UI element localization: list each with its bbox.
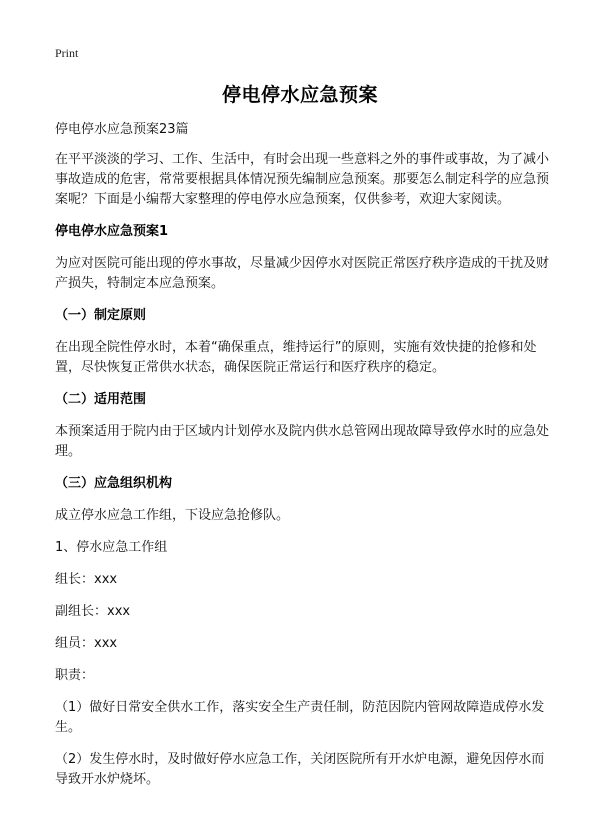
duty-item-1: （1）做好日常安全供水工作，落实安全生产责任制，防范因院内管网故障造成停水发生。 — [55, 700, 545, 735]
page-title: 停电停水应急预案 — [221, 84, 378, 106]
document-subtitle: 停电停水应急预案23篇 — [55, 122, 189, 137]
leader-line: 组长：xxx — [55, 572, 118, 587]
print-label: Print — [55, 46, 79, 60]
org-heading: （三）应急组织机构 — [55, 476, 173, 491]
vice-leader-line: 副组长：xxx — [55, 604, 131, 619]
duty-item-2: （2）发生停水时，及时做好停水应急工作，关闭医院所有开水炉电源，避免因停水而导致开水炉烧坏。 — [55, 752, 545, 787]
intro-paragraph: 在平平淡淡的学习、工作、生活中，有时会出现一些意料之外的事件或事故，为了减小事故造成的危害，常常要根据具体情况预先编制应急预案。那要怎么制定科学的应急预案呢？下面是小编帮大家整理的停电停水应急预案，仅供参考，欢迎大家阅读。 — [55, 152, 550, 207]
scope-paragraph: 本预案适用于院内由于区域内计划停水及院内供水总管网出现故障导致停水时的应急处理。 — [55, 424, 550, 459]
org-paragraph: 成立停水应急工作组，下设应急抢修队。 — [55, 508, 290, 523]
scope-heading: （二）适用范围 — [55, 392, 147, 407]
document-body — [55, 120, 555, 802]
members-line: 组员：xxx — [55, 636, 118, 651]
duties-label: 职责： — [55, 668, 95, 683]
principle-heading: （一）制定原则 — [55, 308, 147, 323]
section1-paragraph: 为应对医院可能出现的停水事故，尽量减少因停水对医院正常医疗秩序造成的干扰及财产损失，特制定本应急预案。 — [55, 256, 550, 291]
group-title: 1、停水应急工作组 — [55, 540, 168, 555]
principle-paragraph: 在出现全院性停水时，本着“确保重点，维持运行”的原则，实施有效快捷的抢修和处置，尽快恢复正常供水状态，确保医院正常运行和医疗秩序的稳定。 — [55, 340, 537, 375]
section1-heading: 停电停水应急预案1 — [55, 224, 169, 239]
